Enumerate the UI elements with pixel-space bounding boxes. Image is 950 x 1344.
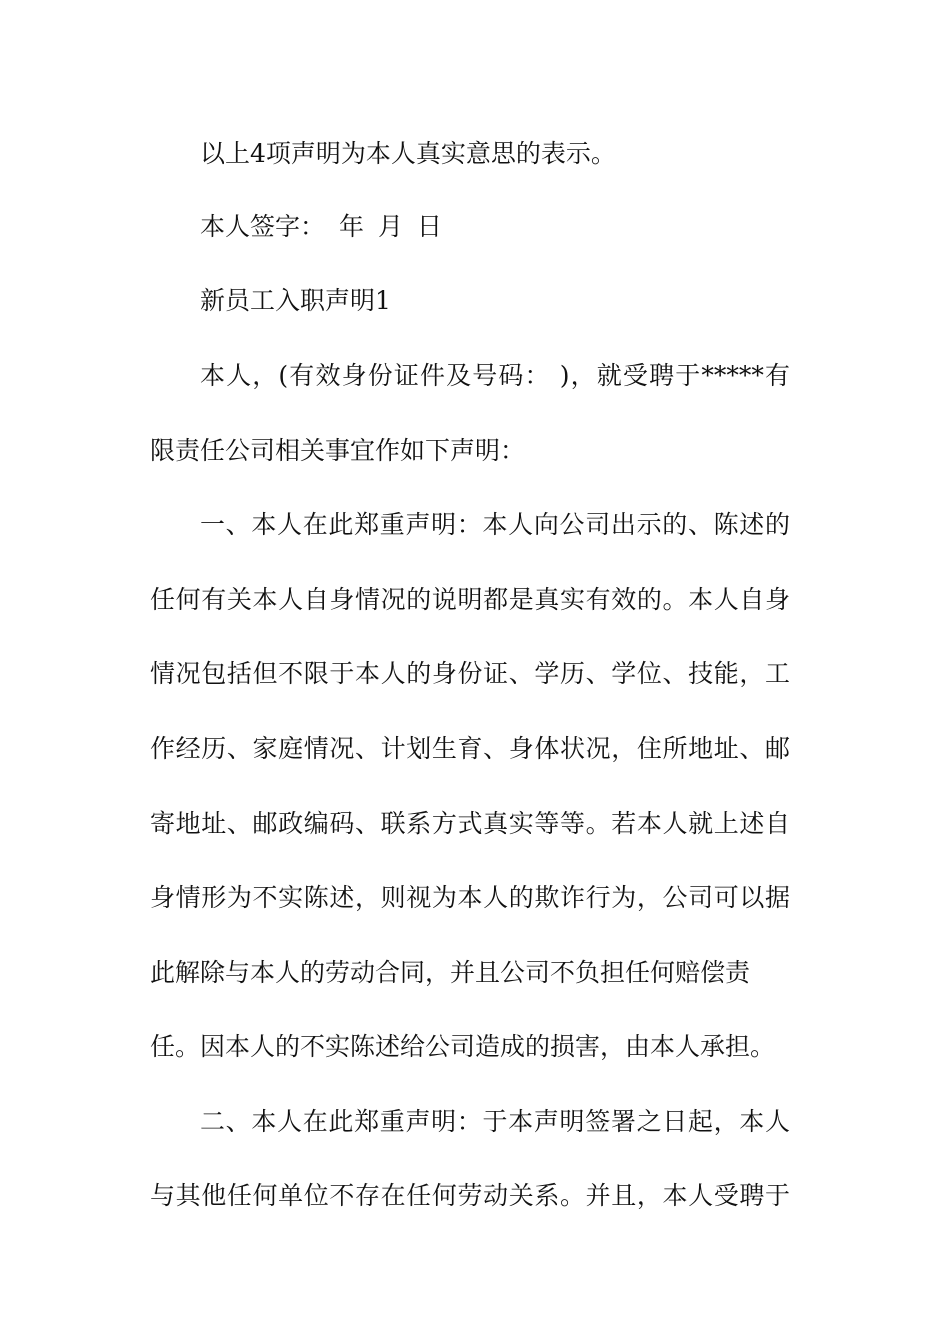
closing-statement: 以上4项声明为本人真实意思的表示。: [200, 139, 616, 168]
signature-label: 本人签字：: [200, 212, 326, 241]
clause-one-line: 身情形为不实陈述，则视为本人的欺诈行为，公司可以据: [150, 883, 790, 912]
clause-one-line: 寄地址、邮政编码、联系方式真实等等。若本人就上述自: [150, 809, 790, 838]
clause-one-line: 任。因本人的不实陈述给公司造成的损害，由本人承担。: [150, 1032, 776, 1061]
signature-month: 月: [378, 212, 404, 241]
clause-two-line: 与其他任何单位不存在任何劳动关系。并且，本人受聘于: [150, 1181, 790, 1210]
signature-day: 日: [417, 212, 443, 241]
signature-year: 年: [339, 212, 365, 241]
clause-one-line: 此解除与本人的劳动合同，并且公司不负担任何赔偿责: [150, 958, 751, 987]
intro-line: 本人，(有效身份证件及号码： )，就受聘于*****有: [200, 361, 790, 390]
clause-two-line: 二、本人在此郑重声明：于本声明签署之日起，本人: [200, 1107, 790, 1136]
clause-one-line: 一、本人在此郑重声明：本人向公司出示的、陈述的: [200, 510, 790, 539]
signature-line: [200, 211, 790, 243]
clause-one-line: 情况包括但不限于本人的身份证、学历、学位、技能，工: [150, 659, 790, 688]
clause-one-line: 任何有关本人自身情况的说明都是真实有效的。本人自身: [150, 585, 790, 614]
clause-one-line: 作经历、家庭情况、计划生育、身体状况，住所地址、邮: [150, 734, 790, 763]
intro-line: 限责任公司相关事宜作如下声明：: [150, 436, 526, 465]
section-title: 新员工入职声明1: [200, 286, 391, 315]
